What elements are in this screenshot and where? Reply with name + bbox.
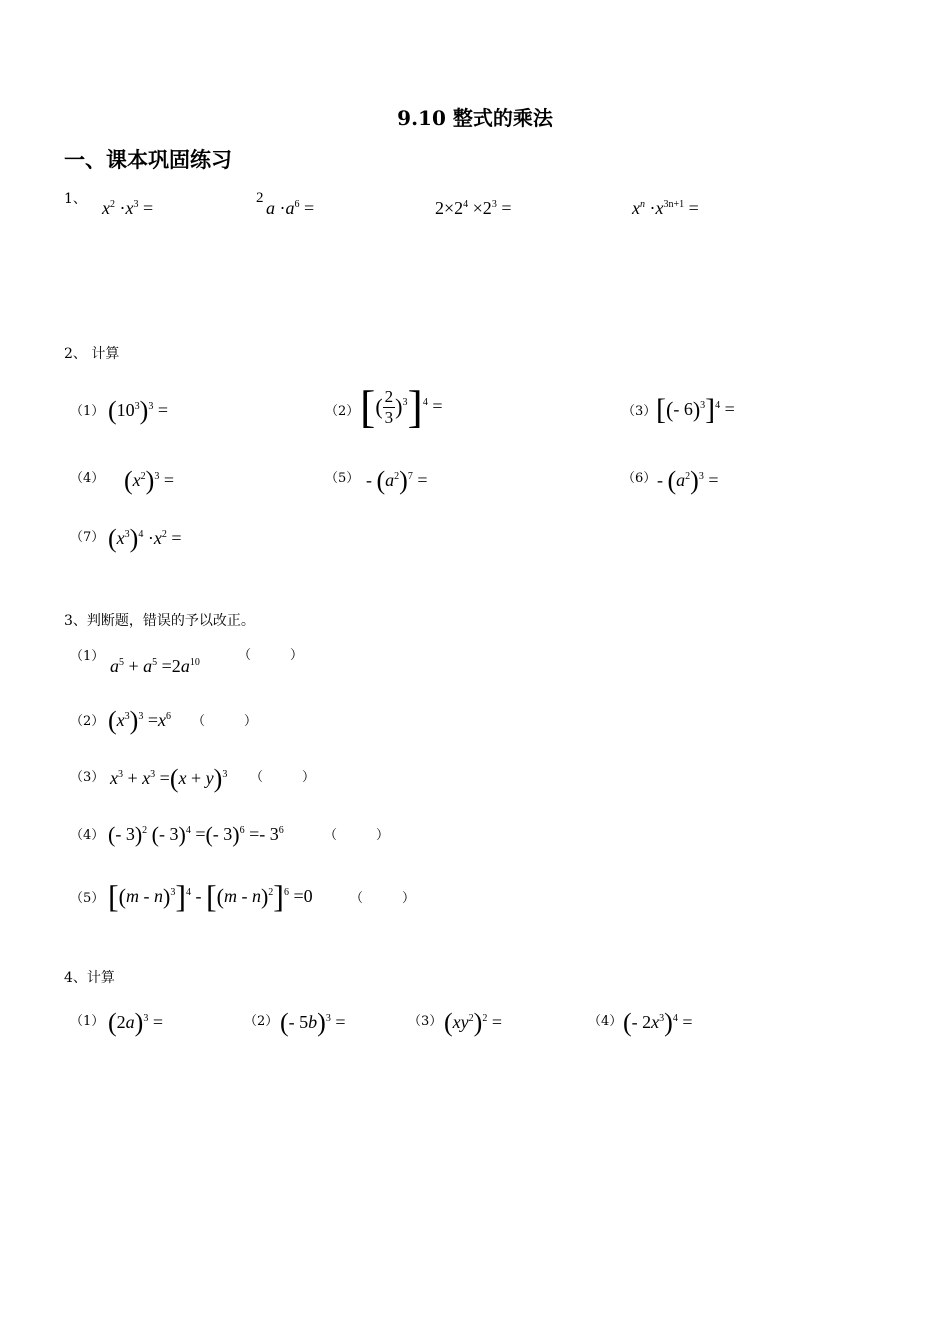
q3-blank-4[interactable]: （ ）	[324, 828, 390, 843]
q3-expr-5: [(m - n)$^3$]$^4$ - [(m - n)$^2$]$^6$ =0	[108, 878, 313, 914]
q4-expr-1: $(2a)^3$ =	[108, 1008, 163, 1037]
q2-expr-5: - $(a^2)^7$ =	[366, 466, 428, 495]
q4-item-1-label: （1）	[70, 1014, 105, 1029]
q1-expr-3: $2\times 2^4 \times 2^3$ =	[435, 198, 512, 218]
q3-item-4-label: （4）	[70, 828, 105, 843]
q3-item-2-label: （2）	[70, 714, 105, 729]
q2-expr-3: [(- 6)$^3$]$^4$ =	[656, 393, 735, 426]
q3-blank-5[interactable]: （ ）	[350, 891, 416, 906]
q4-expr-2: (- 5b)$^3$ =	[280, 1008, 346, 1037]
q1-expr-1: $x^2 \cdot x^3$ =	[102, 198, 154, 218]
q4-item-3-label: （3）	[408, 1014, 443, 1029]
q2-item-6-label: （6）	[622, 471, 657, 486]
page-title: 9.10 整式的乘法	[397, 106, 553, 130]
q1-expr-4: $x^n \cdot x^{3n+1}$ =	[632, 198, 699, 218]
section-heading: 一、课本巩固练习	[64, 147, 232, 172]
q3-item-3-label: （3）	[70, 770, 105, 785]
q3-label: 3、判断题，错误的予以改正。	[64, 613, 255, 629]
q2-item-4-label: （4）	[70, 471, 105, 486]
q4-item-2-label: （2）	[244, 1014, 279, 1029]
q2-item-5-label: （5）	[325, 471, 360, 486]
q3-expr-4: (- 3)$^2$ (- 3)$^4$ =(- $3)^6 =- 3^6$	[108, 822, 284, 847]
q4-expr-4: (- $2x^3)^4$ =	[623, 1008, 693, 1037]
q3-expr-3: $x^3 + x^3 =(x + y)^3$	[110, 764, 228, 793]
q4-item-4-label: （4）	[588, 1014, 623, 1029]
q1-expr-2b: $a \cdot a^6$ =	[266, 198, 315, 218]
q3-expr-1: $a^5 + a^5 =2a^{10}$	[110, 656, 200, 676]
q2-expr-2: [( $\frac{2}{3}$ )$^3$]$^4$ =	[360, 381, 443, 432]
q3-item-1-label: （1）	[70, 649, 105, 664]
q2-expr-4: $(x^2)^3$ =	[124, 466, 174, 495]
q2-item-7-label: （7）	[70, 530, 105, 545]
q4-label: 4、计算	[64, 970, 115, 986]
q2-item-1-label: （1）	[70, 404, 105, 419]
q2-expr-7: $(x^3)^4 \cdot x^2$ =	[108, 524, 182, 553]
q4-expr-3: $(xy^2)^2$ =	[444, 1008, 502, 1037]
q2-label: 2、 计算	[64, 346, 120, 362]
q1-expr-2: 2	[256, 190, 264, 206]
q2-expr-6: - $(a^2)^3$ =	[657, 466, 719, 495]
q3-blank-2[interactable]: （ ）	[192, 714, 258, 729]
q3-expr-2: $(x^3)^3 =x^6$	[108, 706, 171, 735]
q2-item-2-label: （2）	[325, 404, 360, 419]
q1-label: 1、	[64, 191, 87, 207]
q3-item-5-label: （5）	[70, 891, 105, 906]
q2-expr-1: $(10^3)^3$ =	[108, 396, 168, 425]
q3-blank-3[interactable]: （ ）	[250, 770, 316, 785]
q2-item-3-label: （3）	[622, 404, 657, 419]
q3-blank-1[interactable]: （ ）	[238, 648, 304, 663]
